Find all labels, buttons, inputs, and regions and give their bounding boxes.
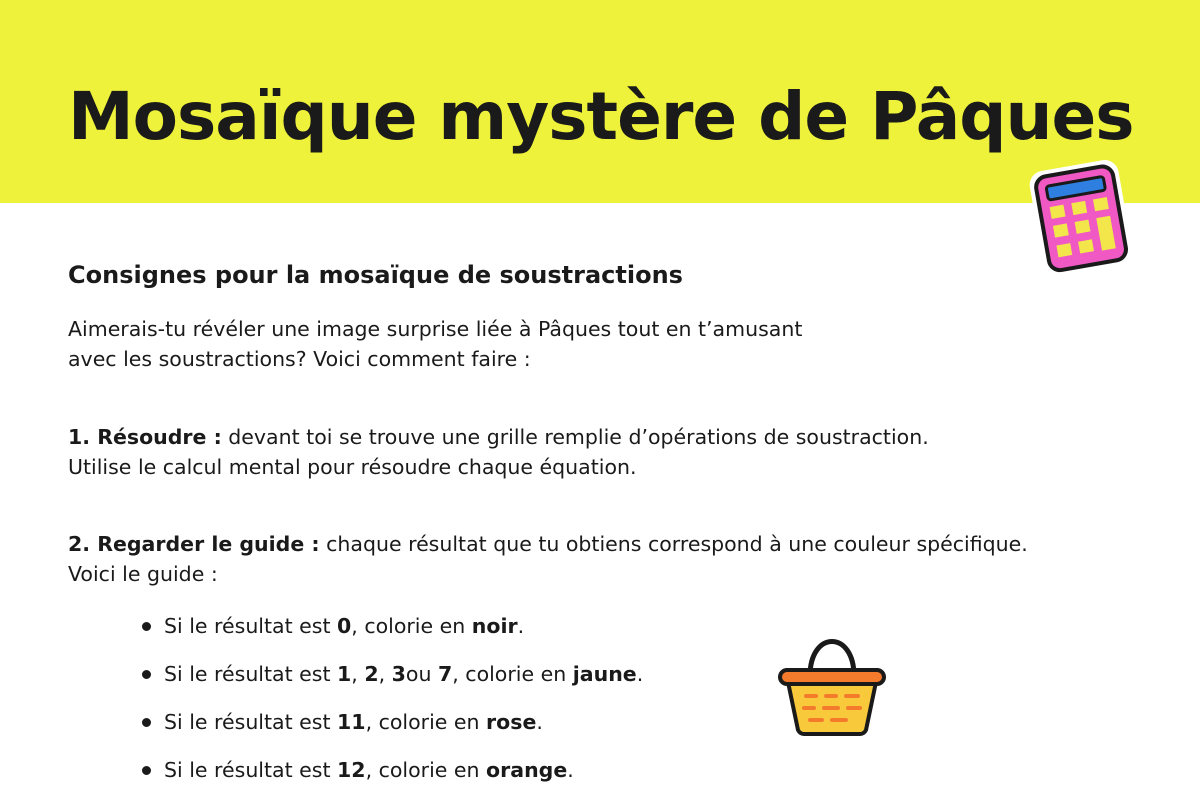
list-item: Si le résultat est 0 , colorie en noir . <box>142 602 643 650</box>
step-2-label: 2. Regarder le guide : <box>68 532 320 556</box>
rule-value: 12 <box>337 758 366 782</box>
step-1-text: Utilise le calcul mental pour résoudre chaque équation. <box>68 455 637 479</box>
intro-line: avec les soustractions? Voici comment faire : <box>68 347 531 371</box>
color-guide-list <box>142 602 643 794</box>
rule-prefix: Si le résultat est <box>164 758 331 782</box>
rule-prefix: Si le résultat est <box>164 662 331 686</box>
intro-paragraph <box>68 314 968 374</box>
rule-color: rose <box>486 710 537 734</box>
rule-joiner: ou <box>405 662 432 686</box>
rule-color: noir <box>471 614 518 638</box>
intro-line: Aimerais-tu révéler une image surprise liée à Pâques tout en t’amusant <box>68 317 803 341</box>
rule-value: 11 <box>337 710 366 734</box>
rule-prefix: Si le résultat est <box>164 710 331 734</box>
rule-color: jaune <box>572 662 637 686</box>
rule-mid: , colorie en <box>365 710 480 734</box>
bullet-icon <box>142 766 151 775</box>
page-title: Mosaïque mystère de Pâques <box>68 78 1134 155</box>
bullet-icon <box>142 670 151 679</box>
rule-value: 7 <box>438 662 453 686</box>
bullet-icon <box>142 622 151 631</box>
step-1-label: 1. Résoudre : <box>68 425 222 449</box>
step-1-text: devant toi se trouve une grille remplie d’opérations de soustraction. <box>221 425 929 449</box>
rule-value: 3 <box>391 662 406 686</box>
step-2-paragraph <box>68 529 1168 589</box>
section-heading: Consignes pour la mosaïque de soustractions <box>68 261 683 289</box>
rule-value: 0 <box>337 614 352 638</box>
rule-color: orange <box>486 758 568 782</box>
rule-value: 2 <box>364 662 379 686</box>
bullet-icon <box>142 718 151 727</box>
rule-mid: , colorie en <box>452 662 567 686</box>
rule-value: 1 <box>337 662 352 686</box>
easter-basket-icon <box>776 632 888 738</box>
rule-mid: , colorie en <box>351 614 466 638</box>
rule-prefix: Si le résultat est <box>164 614 331 638</box>
rule-mid: , colorie en <box>365 758 480 782</box>
step-1-paragraph <box>68 422 1168 482</box>
list-item: Si le résultat est 1 , 2 , 3 ou 7 , colorie en jaune . <box>142 650 643 698</box>
calculator-icon <box>1028 160 1132 276</box>
step-2-text: Voici le guide : <box>68 562 218 586</box>
list-item: Si le résultat est 12 , colorie en orange . <box>142 746 643 794</box>
step-2-text: chaque résultat que tu obtiens correspond à une couleur spécifique. <box>319 532 1028 556</box>
list-item: Si le résultat est 11 , colorie en rose . <box>142 698 643 746</box>
